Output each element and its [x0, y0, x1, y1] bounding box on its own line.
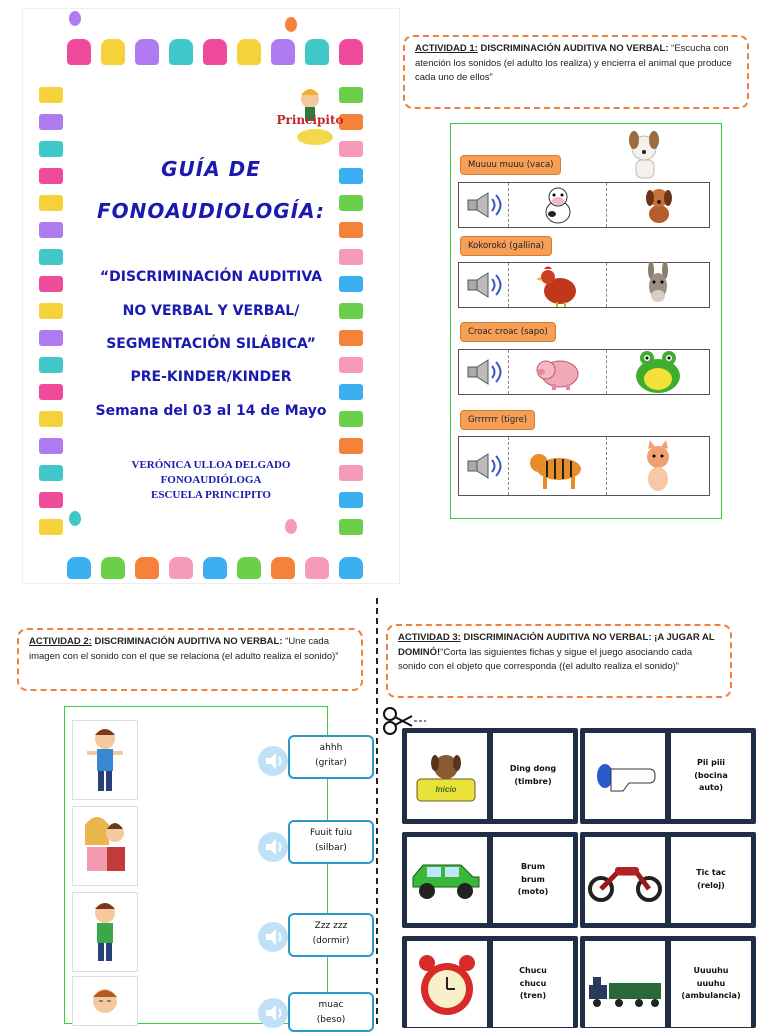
block-decoration — [339, 519, 363, 535]
activity3-bold: DISCRIMINACIÓN AUDITIVA NO VERBAL: ¡A JUGAR AL DOMINÓ! — [398, 632, 715, 658]
horn-button-icon — [585, 733, 665, 819]
cover-subtitle-line1: “DISCRIMINACIÓN AUDITIVA — [99, 269, 323, 285]
tiger-option[interactable] — [509, 437, 607, 495]
domino-2-image — [585, 733, 665, 819]
toy-decoration — [169, 39, 193, 65]
act1-label-1: Muuuu muuu (vaca) — [460, 155, 561, 175]
tiger-icon — [527, 441, 589, 491]
toy-decoration — [305, 557, 329, 579]
toy-decoration — [169, 557, 193, 579]
block-decoration — [39, 222, 63, 238]
block-decoration — [39, 519, 63, 535]
domino-6-line2: uuuhu — [696, 978, 726, 988]
cover-school: ESCUELA PRINCIPITO — [151, 489, 271, 501]
donkey-option[interactable] — [607, 263, 709, 307]
sound-card-3[interactable] — [288, 913, 374, 957]
domino-5-line3: (tren) — [519, 991, 547, 1001]
domino-6-image — [585, 941, 665, 1027]
toy-decoration — [237, 39, 261, 65]
domino-6-text — [671, 941, 751, 1027]
toy-decoration — [203, 39, 227, 65]
block-decoration — [339, 438, 363, 454]
domino-4[interactable] — [580, 832, 756, 928]
speaker-icon[interactable] — [459, 437, 509, 495]
balloon-decoration — [285, 17, 297, 32]
toy-decoration — [67, 557, 91, 579]
act1-label-2: Kokorokó (gallina) — [460, 236, 552, 256]
cover-title-line1: GUÍA DE — [161, 157, 261, 181]
balloon-decoration — [69, 511, 81, 526]
toy-decoration — [135, 39, 159, 65]
sound-card-2-meaning: (silbar) — [315, 843, 347, 854]
frog-icon — [630, 349, 686, 395]
kid-shouting-image[interactable] — [72, 720, 138, 800]
block-decoration — [39, 87, 63, 103]
sound-card-4-meaning: (beso) — [316, 1015, 346, 1026]
domino-3[interactable] — [402, 832, 578, 928]
domino-3-text — [493, 837, 573, 923]
domino-5-text — [493, 941, 573, 1027]
activity3-text: “Corta las siguientes fichas y sigue el juego asociando cada sonido con el objeto que corresponda ((el adulto realiza el sonido)” — [398, 646, 693, 673]
block-decoration — [339, 249, 363, 265]
domino-6-line1: Uuuuhu — [693, 965, 729, 975]
domino-2-line2: (bocina — [694, 770, 728, 780]
domino-2-line1: Pii piii — [696, 757, 726, 767]
domino-1-line2: (timbre) — [514, 777, 552, 786]
toy-decoration — [271, 39, 295, 65]
sound-card-1-text: ahhh — [319, 743, 343, 753]
sound-card-3-text: Zzz zzz — [314, 921, 348, 931]
domino-2-text — [671, 733, 751, 819]
domino-1-text — [493, 733, 573, 819]
toy-decoration — [237, 557, 261, 579]
car-icon — [407, 837, 487, 923]
domino-6-line3: (ambulancia) — [681, 991, 741, 1001]
sound-card-3-meaning: (dormir) — [312, 936, 350, 947]
speaker-icon[interactable] — [459, 263, 509, 307]
cat-icon — [637, 439, 679, 493]
cover-role: FONOAUDIÓLOGA — [160, 474, 262, 486]
toy-decoration — [101, 557, 125, 579]
kids-kissing-image[interactable] — [72, 806, 138, 886]
toy-decoration — [67, 39, 91, 65]
toy-decoration — [271, 557, 295, 579]
domino-2[interactable] — [580, 728, 756, 824]
cow-icon — [537, 184, 579, 226]
pig-option[interactable] — [509, 350, 607, 394]
domino-1-line1: Ding dong — [509, 764, 557, 774]
domino-4-line1: Tic tac — [696, 868, 726, 878]
domino-5[interactable] — [402, 936, 578, 1028]
domino-2-line3: auto) — [698, 783, 724, 793]
sound-card-4-text: muac — [318, 1000, 344, 1010]
speaker-icon[interactable] — [258, 832, 288, 862]
cat-option[interactable] — [607, 437, 709, 495]
cover-subtitle-line2: NO VERBAL Y VERBAL/ — [122, 303, 300, 319]
domino-3-line2: brum — [521, 874, 545, 884]
activity3-heading: ACTIVIDAD 3: — [398, 632, 461, 643]
act1-row-3 — [458, 349, 710, 395]
domino-5-line1: Chucu — [519, 965, 547, 975]
cover-level: PRE-KINDER/KINDER — [130, 369, 292, 385]
dog-top-icon — [622, 128, 668, 182]
hen-option[interactable] — [509, 263, 607, 307]
kid-whistling-image[interactable] — [72, 892, 138, 972]
cow-option[interactable] — [509, 183, 607, 227]
domino-3-line3: (moto) — [517, 887, 549, 897]
block-decoration — [339, 222, 363, 238]
logo-text: Principito — [276, 113, 344, 127]
toy-decoration — [305, 39, 329, 65]
activity1-instructions — [403, 35, 749, 109]
act1-row-4 — [458, 436, 710, 496]
speaker-icon[interactable] — [459, 350, 509, 394]
dog-icon — [637, 184, 679, 226]
toy-decoration — [339, 557, 363, 579]
toy-decoration — [135, 557, 159, 579]
act1-row-1 — [458, 182, 710, 228]
balloon-decoration — [285, 519, 297, 534]
toy-decoration — [101, 39, 125, 65]
sound-card-4[interactable] — [288, 992, 374, 1032]
block-decoration — [39, 249, 63, 265]
speaker-icon[interactable] — [258, 922, 288, 952]
domino-3-line1: Brum — [520, 861, 546, 871]
domino-5-line2: chucu — [519, 978, 547, 988]
activity2-heading: ACTIVIDAD 2: — [29, 636, 92, 647]
activity2-bold: DISCRIMINACIÓN AUDITIVA NO VERBAL: — [91, 636, 283, 647]
sound-card-2-text: Fuuit fuiu — [309, 828, 353, 838]
frog-option[interactable] — [607, 350, 709, 394]
kid-sleeping-image[interactable] — [72, 976, 138, 1026]
cover-title-line2: FONOAUDIOLOGÍA: — [96, 199, 325, 223]
activity1-heading: ACTIVIDAD 1: — [415, 43, 478, 54]
alarm-clock-icon — [407, 941, 487, 1027]
toy-decoration — [339, 39, 363, 65]
block-decoration — [39, 141, 63, 157]
activity1-bold: DISCRIMINACIÓN AUDITIVA NO VERBAL: — [477, 43, 669, 54]
cover-page — [22, 8, 400, 584]
sound-card-1-meaning: (gritar) — [315, 758, 347, 769]
block-decoration — [39, 384, 63, 400]
cut-divider — [376, 598, 378, 1024]
principito-logo — [275, 79, 345, 149]
toy-decoration — [203, 557, 227, 579]
activity2-text: “Une cada imagen con el sonido con el que se relaciona (el adulto realiza el sonido)” — [29, 636, 339, 662]
speaker-icon[interactable] — [258, 746, 288, 776]
cover-subtitle-line3: SEGMENTACIÓN SILÁBICA” — [106, 336, 316, 352]
block-decoration — [339, 384, 363, 400]
hen-icon — [534, 263, 582, 307]
domino-1[interactable] — [402, 728, 578, 824]
train-icon — [585, 941, 665, 1027]
block-decoration — [39, 114, 63, 130]
pig-icon — [532, 352, 584, 392]
activity1-text: “Escucha con atención los sonidos (el adulto los realiza) y encierra el animal que produce cada uno de ellos” — [415, 43, 732, 84]
activity2-instructions — [17, 628, 363, 691]
motorcycle-icon — [585, 837, 665, 923]
domino-4-line2: (reloj) — [697, 881, 725, 890]
domino-start-label: Inicio — [435, 785, 457, 794]
act1-row-2 — [458, 262, 710, 308]
domino-5-image — [407, 941, 487, 1027]
domino-6[interactable] — [580, 936, 756, 1028]
donkey-icon — [637, 262, 679, 308]
cover-week: Semana del 03 al 14 de Mayo — [95, 403, 327, 419]
dog-option[interactable] — [607, 183, 709, 227]
domino-3-image — [407, 837, 487, 923]
activity3-instructions — [386, 624, 732, 698]
domino-1-image — [407, 733, 487, 819]
block-decoration — [39, 438, 63, 454]
speaker-icon[interactable] — [459, 183, 509, 227]
domino-4-image — [585, 837, 665, 923]
balloon-decoration — [69, 11, 81, 26]
sound-card-2[interactable] — [288, 820, 374, 864]
cover-author: VERÓNICA ULLOA DELGADO — [131, 459, 291, 471]
act1-label-4: Grrrrrrr (tigre) — [460, 410, 535, 430]
domino-4-text — [671, 837, 751, 923]
sound-card-1[interactable] — [288, 735, 374, 779]
act1-label-3: Croac croac (sapo) — [460, 322, 556, 342]
